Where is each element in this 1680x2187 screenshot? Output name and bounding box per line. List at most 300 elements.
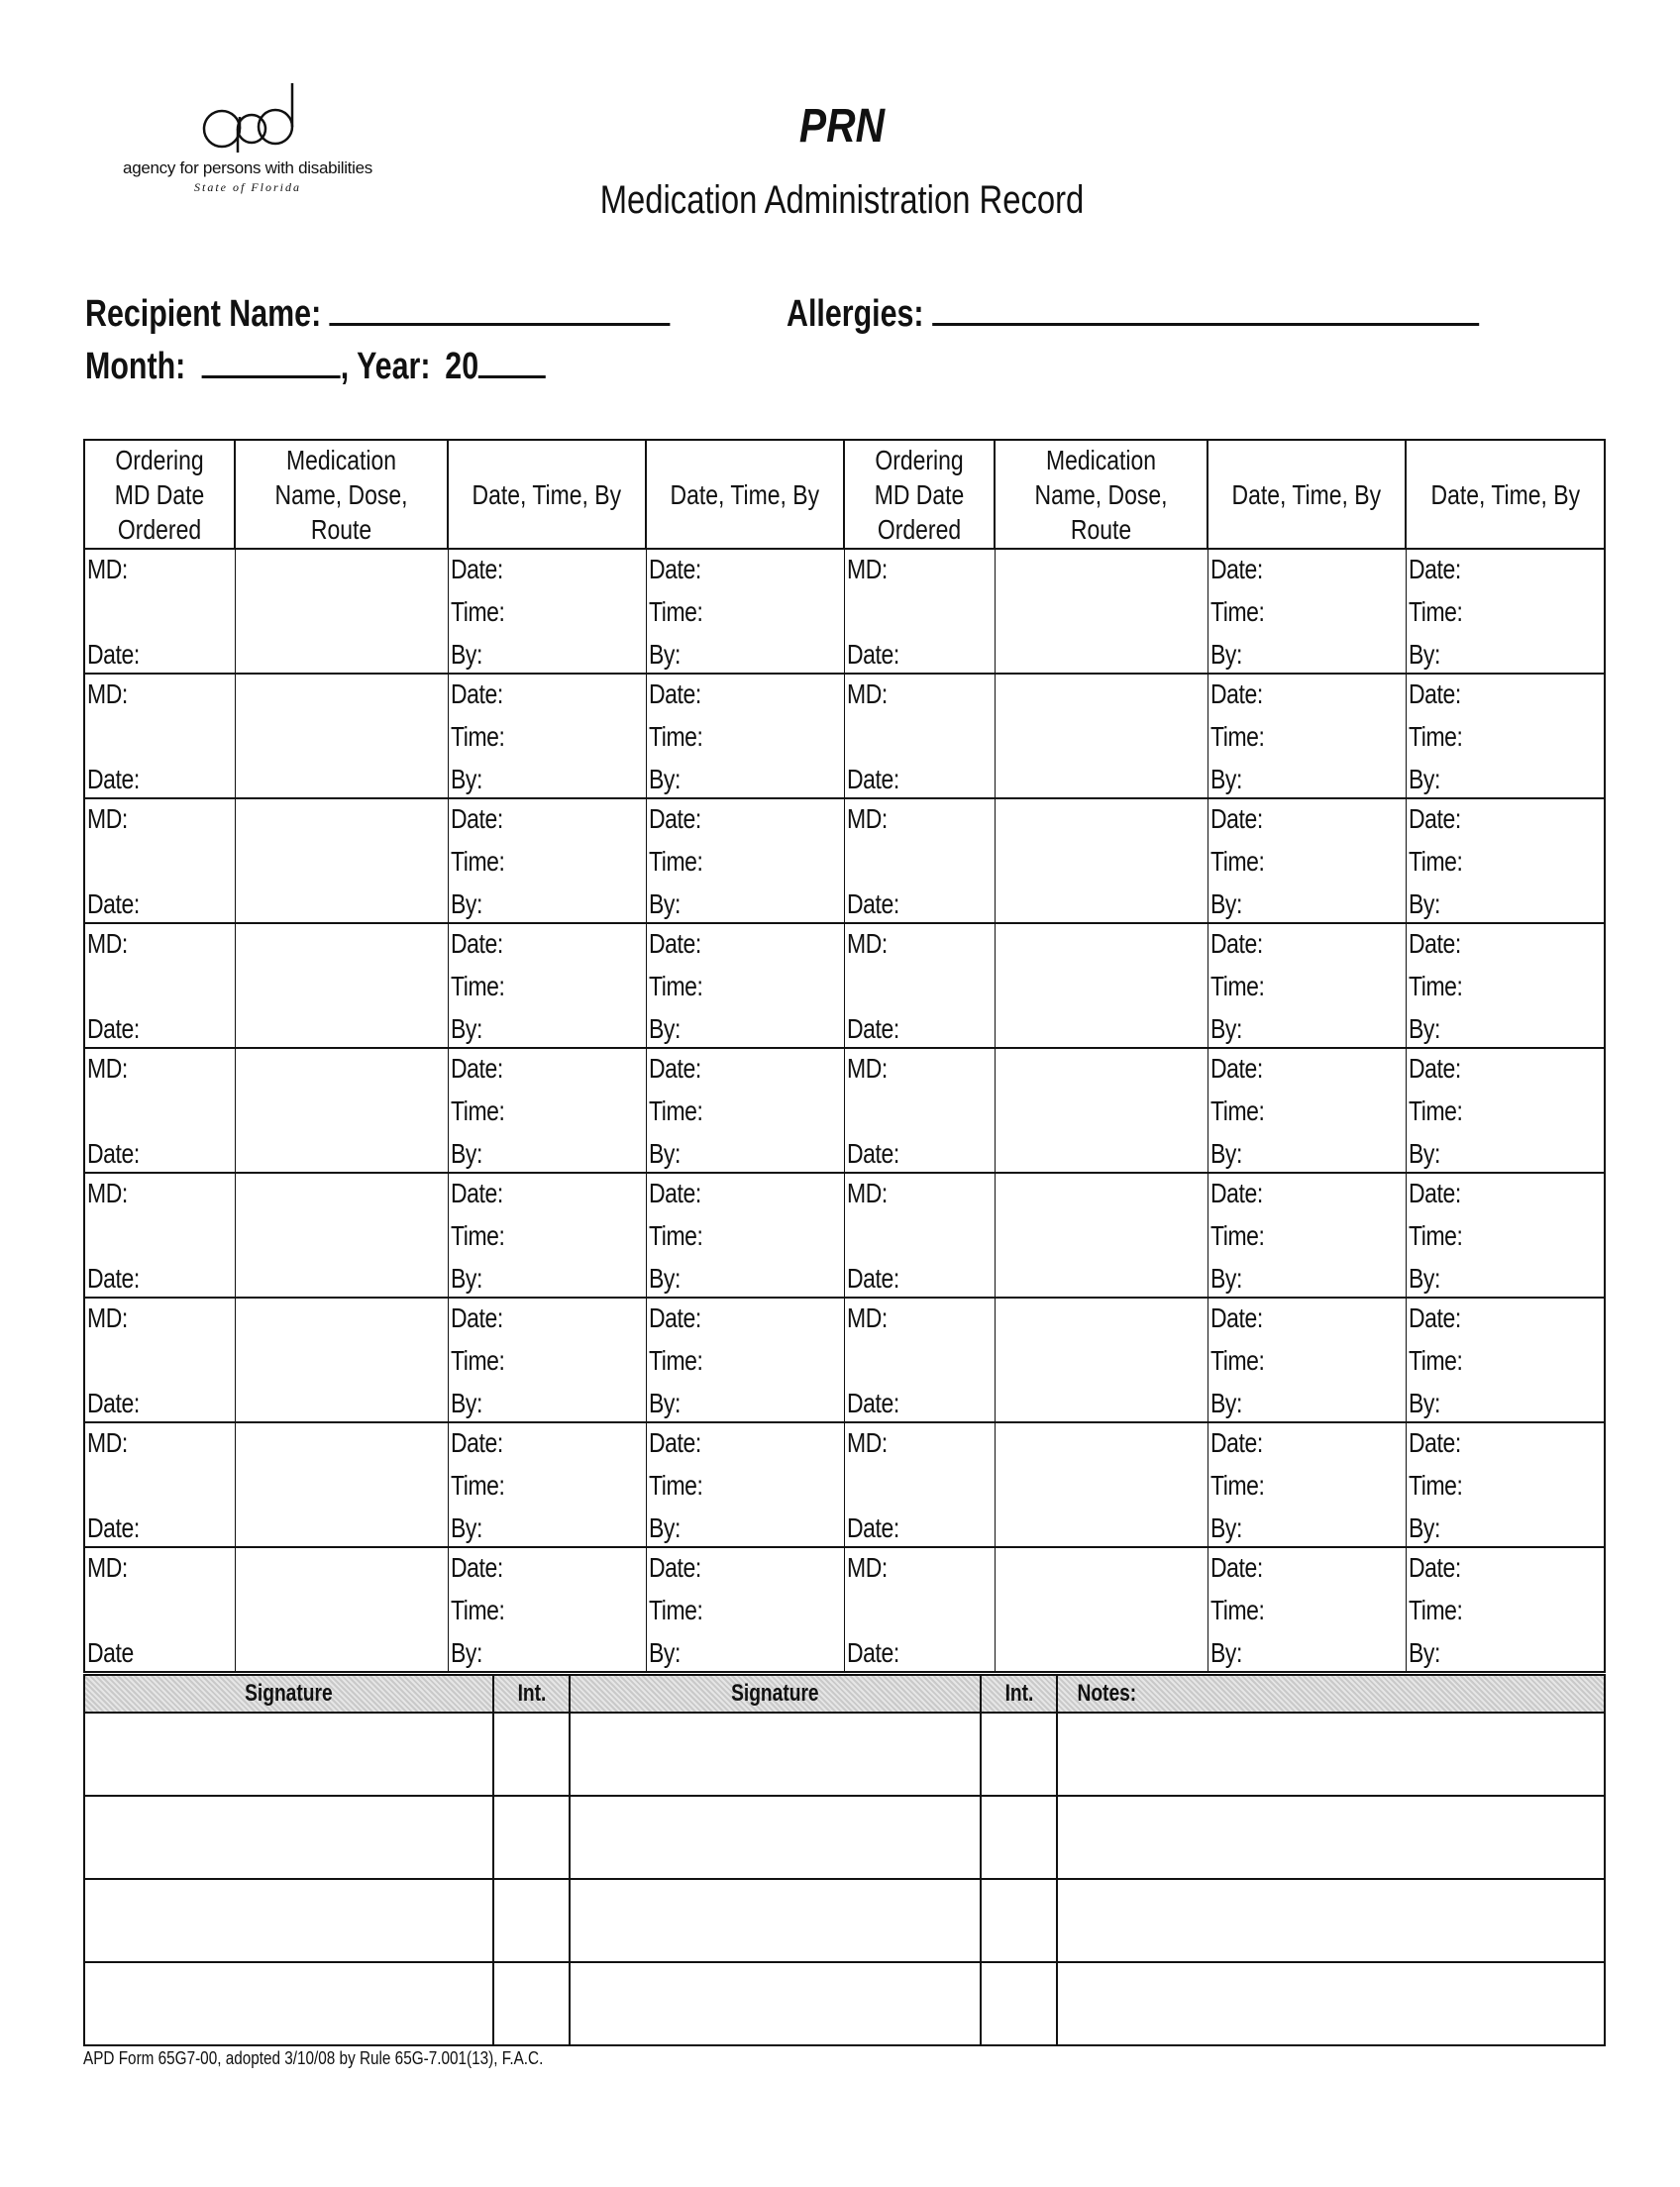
- signature-row: [84, 1962, 1605, 2045]
- entry-date-label: Date:: [450, 1427, 503, 1458]
- ordering-md-cell[interactable]: [844, 549, 995, 674]
- entry-by-label: By:: [648, 1263, 681, 1294]
- medication-cell[interactable]: [235, 674, 448, 798]
- entry-by-label: By:: [450, 1013, 482, 1044]
- header-date-time-by-1: Date, Time, By: [448, 440, 646, 549]
- allergies-field[interactable]: [932, 287, 1479, 326]
- ordering-md-cell[interactable]: [84, 1547, 235, 1672]
- date-ordered-label: Date:: [846, 1013, 899, 1044]
- medication-cell[interactable]: [235, 923, 448, 1048]
- entry-time-label: Time:: [450, 1470, 505, 1501]
- header-medication-1: Medication Name, Dose, Route: [235, 440, 448, 549]
- administration-cell[interactable]: [448, 1422, 646, 1547]
- entry-date-label: Date:: [1408, 928, 1461, 959]
- initials-header-1: Int.: [493, 1675, 570, 1713]
- medication-table: [83, 439, 1606, 1673]
- medication-cell[interactable]: [995, 923, 1208, 1048]
- md-label: MD:: [846, 928, 888, 959]
- administration-cell[interactable]: [1406, 1298, 1605, 1422]
- entry-time-label: Time:: [1209, 1095, 1265, 1126]
- administration-cell[interactable]: [646, 1298, 844, 1422]
- md-spacer: [847, 1097, 968, 1125]
- entry-time-label: Time:: [648, 971, 703, 1001]
- header-date-time-by-2: Date, Time, By: [646, 440, 844, 549]
- ordering-md-cell[interactable]: [844, 923, 995, 1048]
- medication-cell[interactable]: [995, 674, 1208, 798]
- ordering-md-cell[interactable]: [84, 1298, 235, 1422]
- allergies-label: Allergies:: [787, 293, 924, 335]
- table-row: [84, 1547, 1605, 1672]
- entry-time-label: Time:: [1209, 596, 1265, 627]
- md-spacer: [847, 1222, 968, 1250]
- entry-by-label: By:: [1209, 1013, 1242, 1044]
- initials-cell[interactable]: [493, 1879, 570, 1962]
- initials-cell[interactable]: [981, 1879, 1057, 1962]
- entry-by-label: By:: [450, 1138, 482, 1169]
- administration-cell[interactable]: [1208, 923, 1406, 1048]
- administration-cell[interactable]: [1208, 798, 1406, 923]
- ordering-md-cell[interactable]: [84, 674, 235, 798]
- administration-cell[interactable]: [448, 1547, 646, 1672]
- entry-date-label: Date:: [1209, 1552, 1263, 1583]
- entry-by-label: By:: [450, 764, 482, 794]
- initials-header-2: Int.: [981, 1675, 1057, 1713]
- entry-time-label: Time:: [450, 1095, 505, 1126]
- md-spacer: [87, 1097, 208, 1125]
- md-spacer: [87, 1597, 208, 1624]
- state-name: State of Florida: [194, 180, 301, 194]
- md-label: MD:: [87, 1053, 128, 1084]
- entry-by-label: By:: [648, 639, 681, 670]
- entry-time-label: Time:: [1408, 971, 1463, 1001]
- entry-time-label: Time:: [1408, 1345, 1463, 1376]
- table-row: [84, 923, 1605, 1048]
- entry-date-label: Date:: [648, 1053, 701, 1084]
- recipient-name-field[interactable]: [330, 287, 671, 326]
- entry-date-label: Date:: [1408, 1302, 1461, 1333]
- apd-logo: [119, 77, 376, 195]
- administration-cell[interactable]: [1208, 1547, 1406, 1672]
- md-spacer: [87, 973, 208, 1000]
- entry-by-label: By:: [1408, 1263, 1440, 1294]
- date-ordered-label: Date:: [87, 888, 140, 919]
- administration-cell[interactable]: [646, 1547, 844, 1672]
- medication-cell[interactable]: [235, 549, 448, 674]
- md-label: MD:: [846, 1178, 888, 1208]
- entry-time-label: Time:: [1408, 1595, 1463, 1625]
- notes-cell[interactable]: [1057, 1879, 1605, 1962]
- entry-by-label: By:: [1209, 764, 1242, 794]
- md-spacer: [87, 1347, 208, 1375]
- signature-cell[interactable]: [570, 1796, 981, 1879]
- entry-by-label: By:: [1408, 1388, 1440, 1418]
- medication-cell[interactable]: [995, 1173, 1208, 1298]
- md-spacer: [87, 723, 208, 751]
- entry-date-label: Date:: [1408, 1427, 1461, 1458]
- entry-date-label: Date:: [1209, 1427, 1263, 1458]
- entry-by-label: By:: [1209, 1512, 1242, 1543]
- entry-date-label: Date:: [648, 803, 701, 834]
- entry-by-label: By:: [1209, 1388, 1242, 1418]
- allergies-row: [787, 287, 1479, 336]
- administration-cell[interactable]: [1406, 923, 1605, 1048]
- form-footer: APD Form 65G7-00, adopted 3/10/08 by Rule 65G-7.001(13), F.A.C.: [83, 2048, 544, 2068]
- entry-by-label: By:: [450, 1512, 482, 1543]
- initials-cell[interactable]: [493, 1796, 570, 1879]
- entry-by-label: By:: [1408, 1013, 1440, 1044]
- signature-cell[interactable]: [84, 1962, 493, 2045]
- notes-cell[interactable]: [1057, 1796, 1605, 1879]
- ordering-md-cell[interactable]: [84, 798, 235, 923]
- signature-cell[interactable]: [570, 1713, 981, 1796]
- apd-logo-mark-icon: [188, 77, 307, 155]
- medication-cell[interactable]: [235, 1048, 448, 1173]
- administration-cell[interactable]: [646, 1422, 844, 1547]
- entry-by-label: By:: [1209, 1263, 1242, 1294]
- administration-cell[interactable]: [646, 798, 844, 923]
- administration-cell[interactable]: [1406, 549, 1605, 674]
- md-label: MD:: [846, 1053, 888, 1084]
- md-label: MD:: [87, 1302, 128, 1333]
- entry-time-label: Time:: [1209, 721, 1265, 752]
- administration-cell[interactable]: [448, 1298, 646, 1422]
- administration-cell[interactable]: [646, 1173, 844, 1298]
- date-ordered-label: Date:: [846, 1388, 899, 1418]
- entry-date-label: Date:: [450, 1552, 503, 1583]
- entry-time-label: Time:: [648, 1345, 703, 1376]
- administration-cell[interactable]: [1208, 674, 1406, 798]
- entry-date-label: Date:: [648, 678, 701, 709]
- md-spacer: [847, 723, 968, 751]
- administration-cell[interactable]: [1406, 1048, 1605, 1173]
- md-label: MD:: [846, 554, 888, 584]
- entry-time-label: Time:: [1408, 721, 1463, 752]
- entry-date-label: Date:: [648, 554, 701, 584]
- entry-time-label: Time:: [648, 596, 703, 627]
- administration-cell[interactable]: [1406, 798, 1605, 923]
- date-ordered-label: Date:: [846, 1263, 899, 1294]
- signature-table-header: [84, 1675, 1605, 1713]
- entry-by-label: By:: [1209, 1138, 1242, 1169]
- medication-cell[interactable]: [235, 1422, 448, 1547]
- ordering-md-cell[interactable]: [84, 549, 235, 674]
- md-label: MD:: [87, 1427, 128, 1458]
- signature-cell[interactable]: [84, 1713, 493, 1796]
- entry-time-label: Time:: [1209, 1345, 1265, 1376]
- form-title: PRN: [798, 100, 886, 153]
- entry-time-label: Time:: [450, 846, 505, 877]
- month-year-row: [85, 340, 546, 388]
- administration-cell[interactable]: [448, 923, 646, 1048]
- medication-cell[interactable]: [235, 1547, 448, 1672]
- md-label: MD:: [87, 928, 128, 959]
- medication-cell[interactable]: [995, 798, 1208, 923]
- entry-date-label: Date:: [1408, 678, 1461, 709]
- entry-time-label: Time:: [450, 971, 505, 1001]
- entry-time-label: Time:: [450, 721, 505, 752]
- md-spacer: [847, 1347, 968, 1375]
- entry-by-label: By:: [1408, 1637, 1440, 1668]
- ordering-md-cell[interactable]: [844, 1048, 995, 1173]
- date-ordered-label: Date:: [846, 888, 899, 919]
- recipient-label: Recipient Name:: [85, 293, 322, 335]
- form-subtitle: Medication Administration Record: [599, 178, 1085, 222]
- medication-cell[interactable]: [235, 1298, 448, 1422]
- entry-time-label: Time:: [450, 1595, 505, 1625]
- administration-cell[interactable]: [1208, 1298, 1406, 1422]
- entry-time-label: Time:: [648, 846, 703, 877]
- entry-by-label: By:: [1209, 639, 1242, 670]
- entry-time-label: Time:: [648, 1220, 703, 1251]
- entry-time-label: Time:: [648, 1470, 703, 1501]
- month-label: Month:: [85, 346, 186, 387]
- entry-date-label: Date:: [1408, 1178, 1461, 1208]
- md-spacer: [847, 848, 968, 876]
- entry-time-label: Time:: [1209, 1595, 1265, 1625]
- entry-by-label: By:: [1209, 888, 1242, 919]
- ordering-md-cell[interactable]: [84, 923, 235, 1048]
- date-ordered-label: Date:: [87, 1263, 140, 1294]
- administration-cell[interactable]: [448, 798, 646, 923]
- entry-by-label: By:: [450, 1263, 482, 1294]
- entry-by-label: By:: [450, 1637, 482, 1668]
- signature-row: [84, 1713, 1605, 1796]
- entry-by-label: By:: [648, 1013, 681, 1044]
- entry-date-label: Date:: [648, 1302, 701, 1333]
- administration-cell[interactable]: [1406, 1547, 1605, 1672]
- md-label: MD:: [87, 1552, 128, 1583]
- entry-date-label: Date:: [450, 1302, 503, 1333]
- entry-time-label: Time:: [1408, 596, 1463, 627]
- table-row: [84, 798, 1605, 923]
- ordering-md-cell[interactable]: [84, 1048, 235, 1173]
- date-ordered-label: Date:: [87, 1138, 140, 1169]
- entry-time-label: Time:: [1408, 846, 1463, 877]
- date-ordered-label: Date:: [846, 764, 899, 794]
- ordering-md-cell[interactable]: [84, 1173, 235, 1298]
- table-row: [84, 1422, 1605, 1547]
- table-row: [84, 674, 1605, 798]
- md-spacer: [87, 598, 208, 626]
- date-ordered-label: Date:: [846, 639, 899, 670]
- signature-cell[interactable]: [570, 1962, 981, 2045]
- md-spacer: [847, 1597, 968, 1624]
- administration-cell[interactable]: [646, 674, 844, 798]
- date-ordered-label: Date:: [87, 1013, 140, 1044]
- year-prefix: 20: [445, 346, 479, 387]
- entry-date-label: Date:: [1209, 1053, 1263, 1084]
- md-spacer: [847, 973, 968, 1000]
- administration-cell[interactable]: [1208, 1048, 1406, 1173]
- entry-time-label: Time:: [648, 1095, 703, 1126]
- notes-header: Notes:: [1057, 1675, 1605, 1713]
- administration-cell[interactable]: [646, 923, 844, 1048]
- administration-cell[interactable]: [1406, 1173, 1605, 1298]
- table-row: [84, 1173, 1605, 1298]
- entry-by-label: By:: [1408, 639, 1440, 670]
- entry-date-label: Date:: [1408, 1053, 1461, 1084]
- initials-cell[interactable]: [981, 1713, 1057, 1796]
- header-ordering-md-1: Ordering MD Date Ordered: [84, 440, 235, 549]
- entry-time-label: Time:: [450, 1345, 505, 1376]
- medication-table-header: [84, 440, 1605, 549]
- signature-cell[interactable]: [84, 1796, 493, 1879]
- md-label: MD:: [846, 1302, 888, 1333]
- notes-cell[interactable]: [1057, 1713, 1605, 1796]
- administration-cell[interactable]: [448, 1048, 646, 1173]
- entry-by-label: By:: [1209, 1637, 1242, 1668]
- entry-by-label: By:: [1408, 888, 1440, 919]
- entry-by-label: By:: [450, 888, 482, 919]
- table-row: [84, 1298, 1605, 1422]
- entry-date-label: Date:: [450, 1053, 503, 1084]
- entry-by-label: By:: [648, 888, 681, 919]
- signature-header-1: Signature: [84, 1675, 493, 1713]
- administration-cell[interactable]: [1208, 549, 1406, 674]
- signature-row: [84, 1879, 1605, 1962]
- administration-cell[interactable]: [646, 549, 844, 674]
- administration-cell[interactable]: [448, 549, 646, 674]
- entry-by-label: By:: [648, 1637, 681, 1668]
- entry-by-label: By:: [648, 1138, 681, 1169]
- entry-date-label: Date:: [1408, 1552, 1461, 1583]
- entry-by-label: By:: [648, 1512, 681, 1543]
- entry-date-label: Date:: [450, 928, 503, 959]
- entry-by-label: By:: [450, 1388, 482, 1418]
- md-label: MD:: [846, 678, 888, 709]
- administration-cell[interactable]: [1406, 1422, 1605, 1547]
- date-ordered-label: Date:: [846, 1138, 899, 1169]
- entry-time-label: Time:: [1408, 1220, 1463, 1251]
- entry-by-label: By:: [1408, 1512, 1440, 1543]
- administration-cell[interactable]: [1208, 1422, 1406, 1547]
- entry-date-label: Date:: [1209, 1178, 1263, 1208]
- initials-cell[interactable]: [981, 1796, 1057, 1879]
- md-label: MD:: [846, 1427, 888, 1458]
- medication-cell[interactable]: [995, 1048, 1208, 1173]
- date-ordered-label: Date:: [87, 764, 140, 794]
- entry-date-label: Date:: [1408, 803, 1461, 834]
- entry-time-label: Time:: [1209, 1470, 1265, 1501]
- medication-cell[interactable]: [995, 1422, 1208, 1547]
- ordering-md-cell[interactable]: [844, 1298, 995, 1422]
- md-label: MD:: [87, 554, 128, 584]
- entry-time-label: Time:: [1209, 971, 1265, 1001]
- entry-time-label: Time:: [450, 1220, 505, 1251]
- md-spacer: [87, 1222, 208, 1250]
- entry-time-label: Time:: [1408, 1095, 1463, 1126]
- entry-time-label: Time:: [648, 721, 703, 752]
- administration-cell[interactable]: [646, 1048, 844, 1173]
- entry-by-label: By:: [450, 639, 482, 670]
- notes-cell[interactable]: [1057, 1962, 1605, 2045]
- initials-cell[interactable]: [493, 1962, 570, 2045]
- medication-cell[interactable]: [995, 1298, 1208, 1422]
- administration-cell[interactable]: [448, 1173, 646, 1298]
- header-medication-2: Medication Name, Dose, Route: [995, 440, 1208, 549]
- date-ordered-label: Date:: [87, 639, 140, 670]
- initials-cell[interactable]: [493, 1713, 570, 1796]
- entry-by-label: By:: [648, 1388, 681, 1418]
- md-spacer: [87, 848, 208, 876]
- entry-time-label: Time:: [450, 596, 505, 627]
- date-ordered-label: Date:: [87, 1512, 140, 1543]
- md-label: MD:: [87, 678, 128, 709]
- md-label: MD:: [87, 803, 128, 834]
- entry-time-label: Time:: [1408, 1470, 1463, 1501]
- entry-by-label: By:: [1408, 764, 1440, 794]
- recipient-row: [85, 287, 671, 336]
- entry-date-label: Date:: [450, 678, 503, 709]
- entry-date-label: Date:: [648, 1552, 701, 1583]
- administration-cell[interactable]: [1406, 674, 1605, 798]
- entry-by-label: By:: [648, 764, 681, 794]
- entry-time-label: Time:: [648, 1595, 703, 1625]
- entry-by-label: By:: [1408, 1138, 1440, 1169]
- signature-table: [83, 1674, 1606, 2046]
- medication-cell[interactable]: [235, 1173, 448, 1298]
- agency-name: agency for persons with disabilities: [123, 158, 372, 177]
- header-date-time-by-3: Date, Time, By: [1208, 440, 1406, 549]
- medication-cell[interactable]: [995, 549, 1208, 674]
- initials-cell[interactable]: [981, 1962, 1057, 2045]
- date-ordered-label: Date:: [87, 1388, 140, 1418]
- date-ordered-label: Date:: [846, 1512, 899, 1543]
- ordering-md-cell[interactable]: [844, 674, 995, 798]
- md-spacer: [87, 1472, 208, 1500]
- medication-cell[interactable]: [235, 798, 448, 923]
- signature-row: [84, 1796, 1605, 1879]
- table-row: [84, 1048, 1605, 1173]
- entry-date-label: Date:: [648, 1178, 701, 1208]
- ordering-md-cell[interactable]: [844, 798, 995, 923]
- entry-date-label: Date:: [450, 803, 503, 834]
- entry-date-label: Date:: [1209, 678, 1263, 709]
- year-label: , Year:: [340, 346, 431, 387]
- entry-date-label: Date:: [1209, 803, 1263, 834]
- entry-date-label: Date:: [648, 928, 701, 959]
- entry-date-label: Date:: [1209, 928, 1263, 959]
- md-label: MD:: [87, 1178, 128, 1208]
- signature-header-2: Signature: [570, 1675, 981, 1713]
- md-spacer: [847, 1472, 968, 1500]
- medication-cell[interactable]: [995, 1547, 1208, 1672]
- ordering-md-cell[interactable]: [844, 1422, 995, 1547]
- ordering-md-cell[interactable]: [844, 1173, 995, 1298]
- administration-cell[interactable]: [1208, 1173, 1406, 1298]
- ordering-md-cell[interactable]: [84, 1422, 235, 1547]
- md-label: MD:: [846, 803, 888, 834]
- year-field[interactable]: [478, 340, 546, 378]
- header-ordering-md-2: Ordering MD Date Ordered: [844, 440, 995, 549]
- md-spacer: [847, 598, 968, 626]
- date-ordered-label: Date: [87, 1637, 134, 1668]
- entry-time-label: Time:: [1209, 846, 1265, 877]
- table-row: [84, 549, 1605, 674]
- entry-date-label: Date:: [1209, 1302, 1263, 1333]
- entry-date-label: Date:: [1209, 554, 1263, 584]
- signature-cell[interactable]: [570, 1879, 981, 1962]
- month-field[interactable]: [202, 340, 341, 378]
- entry-date-label: Date:: [1408, 554, 1461, 584]
- header-date-time-by-4: Date, Time, By: [1406, 440, 1605, 549]
- entry-date-label: Date:: [648, 1427, 701, 1458]
- ordering-md-cell[interactable]: [844, 1547, 995, 1672]
- signature-cell[interactable]: [84, 1879, 493, 1962]
- entry-date-label: Date:: [450, 1178, 503, 1208]
- administration-cell[interactable]: [448, 674, 646, 798]
- entry-date-label: Date:: [450, 554, 503, 584]
